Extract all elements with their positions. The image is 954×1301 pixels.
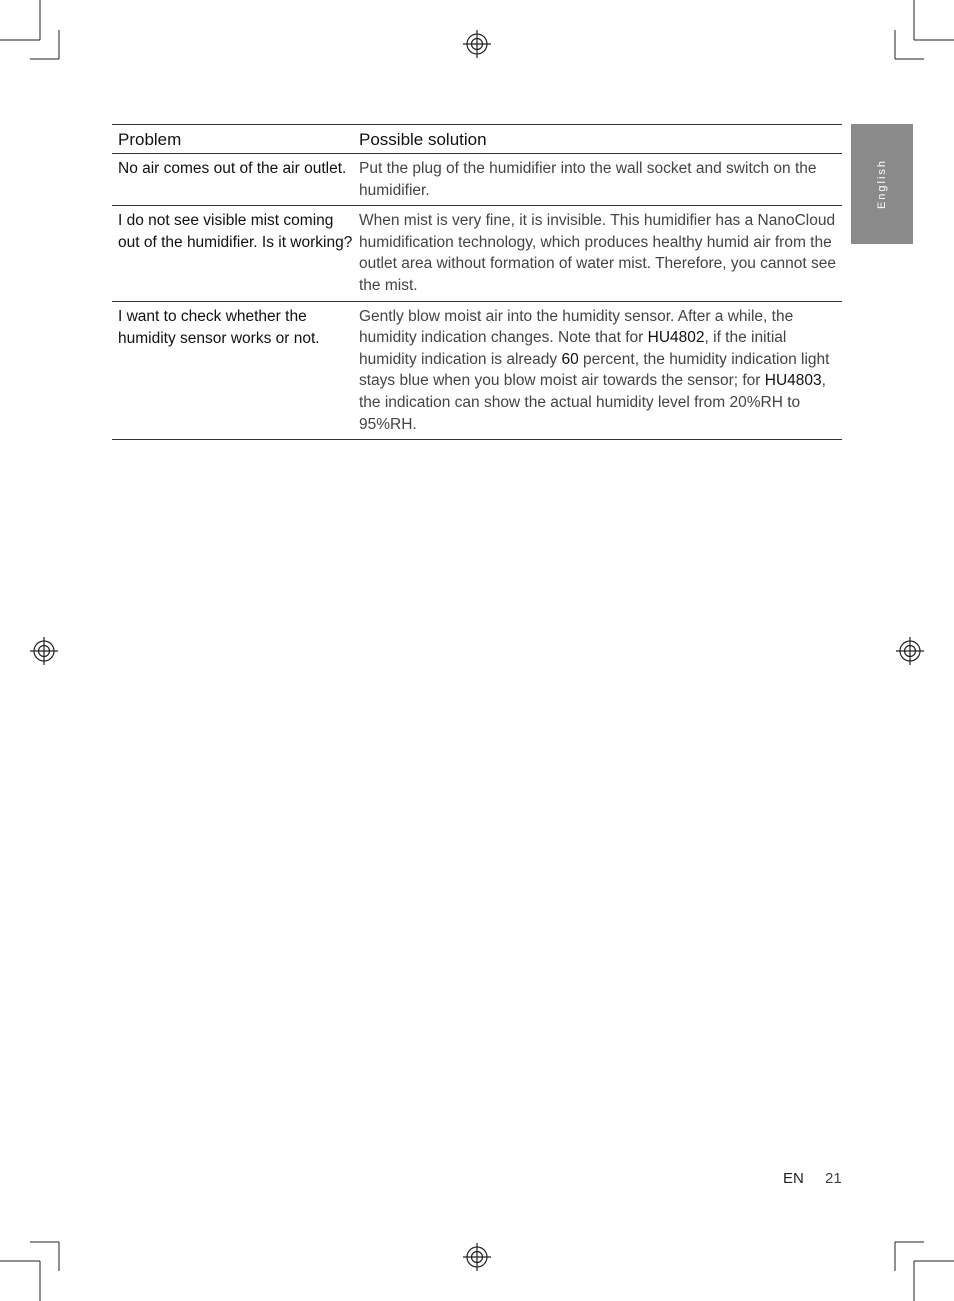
- crop-mark-bottom-right: [895, 1242, 954, 1301]
- solution-text: , the indication can show the actual humidity level from 20%RH to 95%RH.: [359, 372, 826, 433]
- problem-cell: No air comes out of the air outlet.: [118, 160, 347, 177]
- table-row: [112, 301, 842, 440]
- footer-language: EN: [783, 1170, 804, 1187]
- solution-cell: [353, 206, 842, 301]
- table-row: [112, 206, 842, 301]
- solution-cell: [353, 301, 842, 440]
- registration-mark-bottom: [463, 1243, 491, 1271]
- table-row: [112, 154, 842, 206]
- page-number: 21: [825, 1170, 842, 1187]
- model-number: HU4803: [764, 372, 822, 390]
- language-tab: [851, 124, 913, 244]
- header-solution: Possible solution: [359, 130, 487, 149]
- crop-mark-top-left: [0, 0, 59, 59]
- solution-text: , if the initial humidity indication is already: [359, 329, 787, 368]
- solution-text: percent, the humidity indication light stays blue when you blow moist air towards the sensor; for: [359, 350, 830, 390]
- registration-mark-right: [896, 637, 924, 665]
- problem-cell: I want to check whether the humidity sensor works or not.: [118, 307, 320, 347]
- solution-text: When mist is very fine, it is invisible. This humidifier has a NanoCloud humidification technology, which produces healthy humid air from the outlet area without formation of water mist. Therefore, you cannot see the mist.: [359, 212, 837, 294]
- troubleshooting-table: [112, 124, 842, 440]
- table-header-row: [112, 125, 842, 154]
- model-number: HU4802: [647, 329, 705, 347]
- humidity-value: 60: [561, 350, 579, 368]
- header-problem: Problem: [118, 130, 182, 149]
- registration-mark-top: [463, 30, 491, 58]
- crop-mark-top-right: [895, 0, 954, 59]
- language-tab-label: English: [876, 158, 888, 210]
- solution-cell: [353, 154, 842, 206]
- solution-text: Put the plug of the humidifier into the wall socket and switch on the humidifier.: [359, 160, 817, 199]
- solution-text: Gently blow moist air into the humidity sensor. After a while, the humidity indication changes. Note that for: [359, 307, 794, 347]
- registration-mark-left: [30, 637, 58, 665]
- crop-mark-bottom-left: [0, 1242, 59, 1301]
- problem-cell: I do not see visible mist coming out of the humidifier. Is it working?: [118, 212, 353, 252]
